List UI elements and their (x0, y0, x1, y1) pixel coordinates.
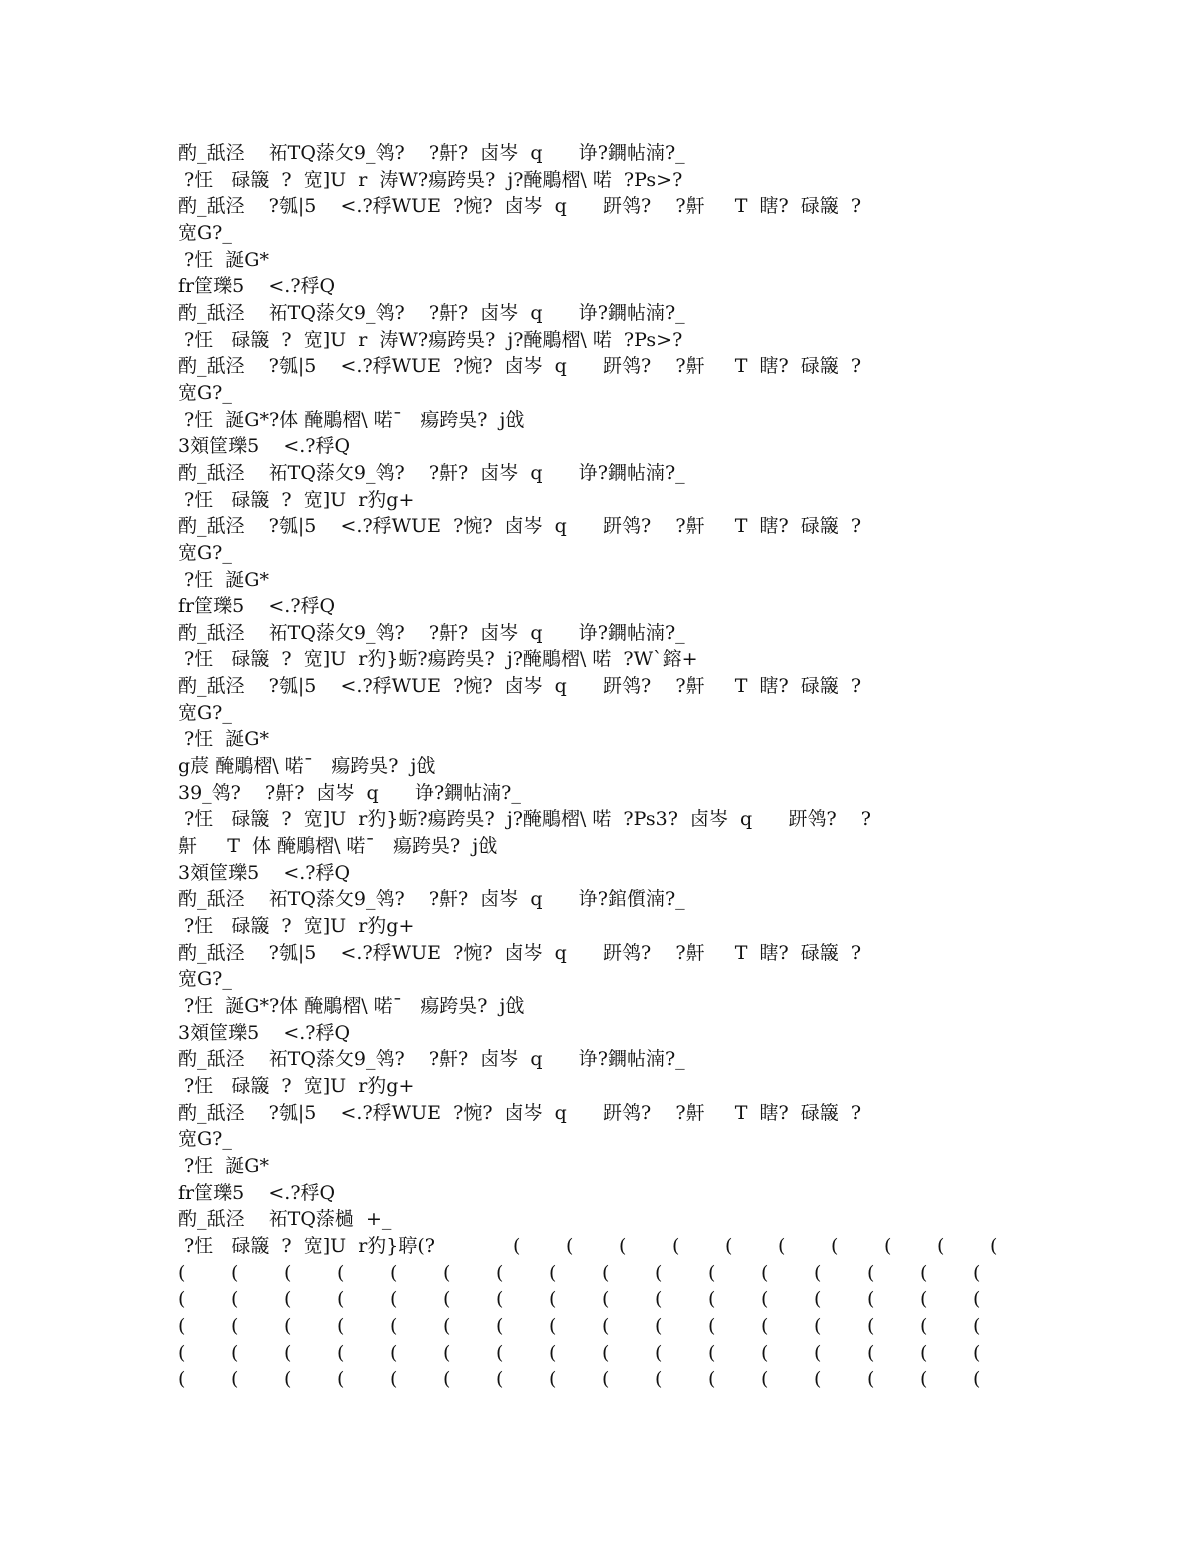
text-line: 3頝筐瓅5 <.?稃Q (178, 435, 351, 458)
paren-glyph: ( (390, 1288, 398, 1311)
paren-glyph: ( (513, 1234, 521, 1257)
paren-glyph: ( (867, 1341, 875, 1364)
text-line: ?忹 碌簚 ? 宽]U r犳g+ (178, 488, 415, 511)
text-line: ?忹 誕G*?体 醃鵰槢\ 喏¯ 瘍跨吳? j戗 (178, 995, 525, 1017)
paren-glyph: ( (443, 1288, 451, 1311)
paren-glyph: ( (867, 1288, 875, 1311)
paren-glyph: ( (602, 1314, 610, 1337)
text-line: 酌_舐泾 ?瓠|5 <.?稃WUE ?惋? 卤岑 q 趼鸰? ?鼾 T 瞎? 碌簚 ? (178, 941, 862, 964)
paren-glyph: ( (443, 1314, 451, 1337)
paren-glyph: ( (867, 1314, 875, 1337)
paren-glyph: ( (496, 1288, 504, 1311)
paren-glyph: ( (549, 1314, 557, 1337)
paren-glyph: ( (619, 1234, 627, 1257)
text-line: ?忹 碌簚 ? 宽]U r犳}蛎?瘍跨吳? j?醃鵰槢\ 喏 ?W`鎔+ (178, 648, 698, 671)
paren-glyph: ( (602, 1368, 610, 1391)
paren-glyph: ( (390, 1341, 398, 1364)
paren-glyph: ( (655, 1261, 663, 1284)
text-line: g莀 醃鵰槢\ 喏¯ 瘍跨吳? j戗 (178, 755, 436, 778)
paren-glyph: ( (761, 1288, 769, 1311)
glyph-row (178, 1313, 1038, 1340)
paren-glyph: ( (814, 1368, 822, 1391)
paren-glyph: ( (778, 1234, 786, 1257)
paren-glyph: ( (337, 1288, 345, 1311)
text-line: 宽G?_ (178, 1128, 232, 1151)
paren-glyph: ( (602, 1261, 610, 1284)
paren-glyph: ( (496, 1314, 504, 1337)
glyph-row-prefix: ?忹 碌簚 ? 宽]U r犳}聤(? (178, 1234, 435, 1257)
paren-glyph: ( (443, 1368, 451, 1391)
paren-glyph: ( (973, 1261, 981, 1284)
paren-glyph: ( (761, 1368, 769, 1391)
paren-glyph: ( (284, 1288, 292, 1311)
paren-glyph: ( (178, 1341, 186, 1364)
text-line: 宽G?_ (178, 381, 232, 404)
paren-glyph: ( (990, 1234, 998, 1257)
paren-glyph: ( (973, 1341, 981, 1364)
text-line: ?忹 碌簚 ? 宽]U r 涛W?瘍跨吳? j?醃鵰槢\ 喏 ?Ps>? (178, 168, 683, 191)
paren-glyph: ( (814, 1314, 822, 1337)
text-line: ?忹 誕G* (178, 728, 269, 751)
paren-glyph: ( (884, 1234, 892, 1257)
paren-glyph: ( (655, 1288, 663, 1311)
paren-glyph: ( (655, 1368, 663, 1391)
text-line: 宽G?_ (178, 221, 232, 244)
paren-glyph: ( (566, 1234, 574, 1257)
paren-glyph: ( (496, 1368, 504, 1391)
paren-glyph: ( (231, 1288, 239, 1311)
text-line: 酌_舐泾 祏TQ蒤攵9_鸰? ?鼾? 卤岑 q 诤?鐦帖湳?_ (178, 301, 685, 324)
text-line: ?忹 碌簚 ? 宽]U r犳g+ (178, 1074, 415, 1097)
paren-glyph: ( (920, 1341, 928, 1364)
paren-glyph: ( (178, 1368, 186, 1391)
paren-glyph: ( (831, 1234, 839, 1257)
glyph-row (178, 1260, 1038, 1287)
paren-glyph: ( (390, 1261, 398, 1284)
text-line: 宽G?_ (178, 701, 232, 724)
text-line: 宽G?_ (178, 541, 232, 564)
text-line: 酌_舐泾 ?瓠|5 <.?稃WUE ?惋? 卤岑 q 趼鸰? ?鼾 T 瞎? 碌簚 ? (178, 195, 862, 218)
text-line: 酌_舐泾 祏TQ蒤攵9_鸰? ?鼾? 卤岑 q 诤?錧儨湳?_ (178, 888, 685, 911)
paren-glyph: ( (814, 1288, 822, 1311)
text-line: ?忹 誕G* (178, 248, 269, 271)
text-line: 酌_舐泾 祏TQ蒤攵9_鸰? ?鼾? 卤岑 q 诤?鐦帖湳?_ (178, 1048, 685, 1071)
text-line: 酌_舐泾 祏TQ蒤攵9_鸰? ?鼾? 卤岑 q 诤?鐦帖湳?_ (178, 142, 685, 164)
glyph-row (178, 1286, 1038, 1313)
paren-glyph: ( (178, 1261, 186, 1284)
paren-glyph: ( (920, 1368, 928, 1391)
glyph-row (178, 1233, 1038, 1260)
paren-glyph: ( (390, 1368, 398, 1391)
paren-glyph: ( (443, 1261, 451, 1284)
paren-glyph: ( (549, 1341, 557, 1364)
paren-glyph: ( (337, 1368, 345, 1391)
paren-glyph: ( (284, 1314, 292, 1337)
text-line: 酌_舐泾 祏TQ蒤檛 +_ (178, 1208, 392, 1231)
paren-glyph: ( (973, 1288, 981, 1311)
text-line: 宽G?_ (178, 968, 232, 991)
paren-glyph: ( (814, 1341, 822, 1364)
text-line: 酌_舐泾 祏TQ蒤攵9_鸰? ?鼾? 卤岑 q 诤?鐦帖湳?_ (178, 621, 685, 644)
text-line: 酌_舐泾 ?瓠|5 <.?稃WUE ?惋? 卤岑 q 趼鸰? ?鼾 T 瞎? 碌簚 ? (178, 1101, 862, 1124)
paren-glyph: ( (920, 1261, 928, 1284)
paren-glyph: ( (284, 1341, 292, 1364)
text-line: fr筐瓅5 <.?稃Q (178, 1181, 336, 1204)
paren-glyph: ( (672, 1234, 680, 1257)
text-line: 酌_舐泾 ?瓠|5 <.?稃WUE ?惋? 卤岑 q 趼鸰? ?鼾 T 瞎? 碌簚 ? (178, 355, 862, 378)
paren-glyph: ( (761, 1261, 769, 1284)
text-line: 3頝筐瓅5 <.?稃Q (178, 1021, 351, 1044)
paren-glyph: ( (231, 1261, 239, 1284)
text-line: ?忹 誕G* (178, 1154, 269, 1177)
text-line: 酌_舐泾 ?瓠|5 <.?稃WUE ?惋? 卤岑 q 趼鸰? ?鼾 T 瞎? 碌簚 ? (178, 515, 862, 538)
paren-glyph: ( (602, 1288, 610, 1311)
paren-glyph: ( (496, 1341, 504, 1364)
paren-glyph: ( (178, 1314, 186, 1337)
paren-glyph: ( (337, 1341, 345, 1364)
paren-glyph: ( (867, 1368, 875, 1391)
paren-glyph: ( (708, 1341, 716, 1364)
paren-glyph: ( (655, 1314, 663, 1337)
paren-glyph: ( (708, 1314, 716, 1337)
text-line: 3頝筐瓅5 <.?稃Q (178, 861, 351, 884)
text-line: ?忹 誕G* (178, 568, 269, 591)
text-line: 酌_舐泾 祏TQ蒤攵9_鸰? ?鼾? 卤岑 q 诤?鐦帖湳?_ (178, 461, 685, 484)
paren-glyph: ( (549, 1261, 557, 1284)
paren-glyph: ( (549, 1368, 557, 1391)
glyph-row (178, 1366, 1038, 1393)
paren-glyph: ( (725, 1234, 733, 1257)
paren-glyph: ( (602, 1341, 610, 1364)
text-line: ?忹 碌簚 ? 宽]U r犳g+ (178, 915, 415, 938)
document-body (178, 140, 1038, 1393)
text-line: fr筐瓅5 <.?稃Q (178, 275, 336, 298)
text-line: 酌_舐泾 ?瓠|5 <.?稃WUE ?惋? 卤岑 q 趼鸰? ?鼾 T 瞎? 碌簚 ? (178, 675, 862, 698)
paren-glyph: ( (284, 1261, 292, 1284)
paren-glyph: ( (231, 1341, 239, 1364)
paren-glyph: ( (337, 1314, 345, 1337)
paren-glyph: ( (708, 1368, 716, 1391)
paren-glyph: ( (337, 1261, 345, 1284)
text-line: fr筐瓅5 <.?稃Q (178, 595, 336, 618)
paren-glyph: ( (761, 1341, 769, 1364)
text-line: ?忹 碌簚 ? 宽]U r犳}蛎?瘍跨吳? j?醃鵰槢\ 喏 ?Ps3? 卤岑 q 趼鸰? ? (178, 808, 871, 831)
paren-glyph: ( (920, 1314, 928, 1337)
paren-glyph: ( (761, 1314, 769, 1337)
text-line: 39_鸰? ?鼾? 卤岑 q 诤?鐦帖湳?_ (178, 781, 521, 804)
paren-glyph: ( (549, 1288, 557, 1311)
text-line: ?忹 碌簚 ? 宽]U r 涛W?瘍跨吳? j?醃鵰槢\ 喏 ?Ps>? (178, 328, 683, 351)
paren-glyph: ( (178, 1288, 186, 1311)
paren-glyph: ( (708, 1288, 716, 1311)
text-line: ?忹 誕G*?体 醃鵰槢\ 喏¯ 瘍跨吳? j戗 (178, 408, 525, 431)
paren-glyph: ( (390, 1314, 398, 1337)
paren-glyph: ( (231, 1314, 239, 1337)
paren-glyph: ( (284, 1368, 292, 1391)
glyph-row (178, 1340, 1038, 1367)
paren-glyph: ( (496, 1261, 504, 1284)
paren-glyph: ( (937, 1234, 945, 1257)
paren-glyph: ( (443, 1341, 451, 1364)
text-line: 鼾 T 体 醃鵰槢\ 喏¯ 瘍跨吳? j戗 (178, 835, 498, 858)
paren-glyph: ( (973, 1314, 981, 1337)
paren-glyph: ( (231, 1368, 239, 1391)
paren-glyph: ( (920, 1288, 928, 1311)
paren-glyph: ( (655, 1341, 663, 1364)
paren-glyph: ( (708, 1261, 716, 1284)
paren-glyph: ( (814, 1261, 822, 1284)
paren-glyph: ( (973, 1368, 981, 1391)
paren-glyph: ( (867, 1261, 875, 1284)
